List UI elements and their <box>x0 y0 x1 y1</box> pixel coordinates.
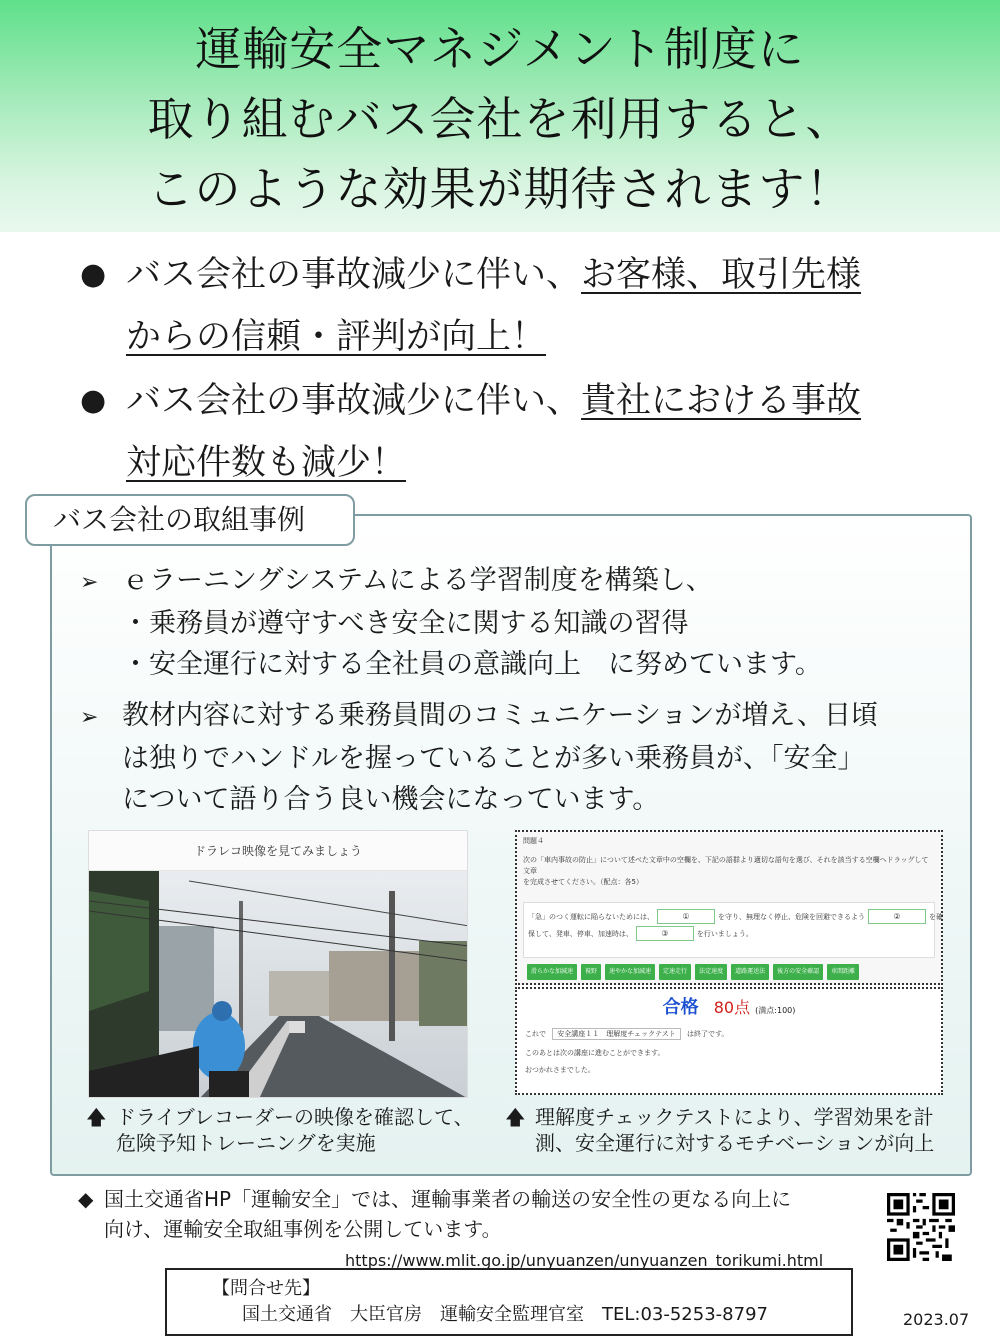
page-header <box>0 0 1000 232</box>
quiz-result-panel: 合格 80点 (満点:100) これで 安全講座１１ 理解度チェックテスト は終了です。 このあとは次の講座に進むことができます。 おつかれさまでした。 <box>515 987 943 1095</box>
benefit-emphasis: 対応件数も減少！ <box>126 443 407 483</box>
answer-chip[interactable]: 車間距離 <box>827 964 859 980</box>
case-paragraph-line: は独りでハンドルを握っていることが多い乗務員が、「安全」 <box>122 743 865 774</box>
diamond-icon: ◆ <box>78 1187 94 1211</box>
arrow-bullet-icon: ➢ <box>80 570 99 595</box>
blank-drop-zone[interactable]: ① <box>657 909 715 924</box>
quiz-number: 問題４ <box>523 837 544 845</box>
qr-code-icon[interactable] <box>887 1193 955 1261</box>
mlit-url-link[interactable]: https://www.mlit.go.jp/unyuanzen/unyuanzen_torikumi.html <box>345 1251 824 1270</box>
next-course-text: このあとは次の講座に進むことができます。 <box>525 1049 665 1057</box>
thanks-text: おつかれさまでした。 <box>525 1066 595 1074</box>
quiz-instruction: を完成させてください。（配点：各5） <box>523 878 643 886</box>
benefit-emphasis: 貴社における事故 <box>581 381 862 421</box>
headline-line-2: 取り組むバス会社を利用すると、 <box>147 92 853 146</box>
answer-chip-group <box>527 958 863 980</box>
answer-chip[interactable]: 速やかな加減速 <box>605 964 655 980</box>
case-paragraph-line: について語り合う良い機会になっています。 <box>122 784 660 815</box>
headline-line-3: このような効果が期待されます！ <box>147 162 853 216</box>
score-value: 80点 <box>713 998 751 1017</box>
score-max: (満点:100) <box>755 1006 796 1015</box>
dashcam-screenshot <box>88 830 468 1098</box>
answer-chip[interactable]: 法定速度 <box>695 964 727 980</box>
quiz-screenshot <box>515 830 943 1095</box>
contact-details: 国土交通省 大臣官房 運輸安全監理官室 TEL:03-5253-8797 <box>242 1304 768 1325</box>
answer-chip[interactable]: 道路運送法 <box>731 964 769 980</box>
dashcam-caption: 🡅 ドライブレコーダーの映像を確認して、 危険予知トレーニングを実施 <box>86 1105 474 1155</box>
benefit-emphasis: お客様、取引先様 <box>581 255 862 295</box>
bullet-dot: ● <box>80 383 107 418</box>
benefit-list <box>80 244 960 494</box>
blank-drop-zone[interactable]: ③ <box>636 926 694 941</box>
case-paragraph-line: ・乗務員が遵守すべき安全に関する知識の習得 <box>122 608 689 639</box>
benefit-lead: バス会社の事故減少に伴い、 <box>126 255 582 295</box>
quiz-caption: 🡅 理解度チェックテストにより、学習効果を計 測、安全運行に対するモチベーションが向上 <box>505 1105 935 1155</box>
contact-label: 【問合せ先】 <box>212 1278 320 1299</box>
case-paragraph-line: ・安全運行に対する全社員の意識向上 に努めています。 <box>122 649 822 680</box>
answer-chip[interactable]: 定速走行 <box>659 964 691 980</box>
answer-chip[interactable]: 視野 <box>581 964 601 980</box>
bullet-dot: ● <box>80 257 107 292</box>
case-example-title: バス会社の取組事例 <box>25 494 355 546</box>
arrow-bullet-icon: ➢ <box>80 705 99 730</box>
benefit-lead: バス会社の事故減少に伴い、 <box>126 381 582 421</box>
course-name: 安全講座１１ 理解度チェックテスト <box>552 1028 681 1040</box>
dashcam-heading: ドラレコ映像を見てみましょう <box>89 831 467 871</box>
case-paragraph-line: ➢ 教材内容に対する乗務員間のコミュニケーションが増え、日頃 <box>80 695 960 738</box>
benefit-item <box>80 244 960 368</box>
case-example-body <box>80 560 960 820</box>
up-arrow-icon: 🡅 <box>86 1105 107 1129</box>
issue-date: 2023.07 <box>903 1310 970 1329</box>
mlit-note: ◆ 国土交通省HP「運輸安全」では、運輸事業者の輸送の安全性の更なる向上に 向け、運輸安全取組事例を公開しています。 <box>78 1184 878 1244</box>
quiz-instruction: 次の「車内事故の防止」について述べた文章中の空欄を、下記の語群より適切な語句を選び、それを該当する空欄へドラッグして文章 <box>523 856 929 875</box>
up-arrow-icon: 🡅 <box>505 1105 526 1129</box>
quiz-question-panel: 問題４ 次の「車内事故の防止」について述べた文章中の空欄を、下記の語群より適切な語句を選び、それを該当する空欄へドラッグして文章 を完成させてください。（配点：各5） 「急」のつく運転に陥らないためには、 ① を守り、無理なく停止、危険を回避できるよう ② を確 保して、発車、停車、加速時は、 ③ を行いましょう。 滑らかな加減速 視野 速やかな加減速 定速走行 法定速度 道路運送法 後方の安全確認 車間距離 <box>515 830 943 985</box>
case-paragraph-line: ➢ ｅラーニングシステムによる学習制度を構築し、 <box>80 560 960 603</box>
dashcam-street-image <box>89 871 468 1098</box>
benefit-emphasis: からの信頼・評判が向上！ <box>126 317 547 357</box>
answer-chip[interactable]: 後方の安全確認 <box>773 964 823 980</box>
answer-chip[interactable]: 滑らかな加減速 <box>527 964 577 980</box>
headline-line-1: 運輸安全マネジメント制度に <box>195 22 805 76</box>
pass-label: 合格 <box>662 997 699 1018</box>
benefit-item <box>80 370 960 494</box>
contact-box <box>165 1268 853 1336</box>
blank-drop-zone[interactable]: ② <box>868 909 926 924</box>
